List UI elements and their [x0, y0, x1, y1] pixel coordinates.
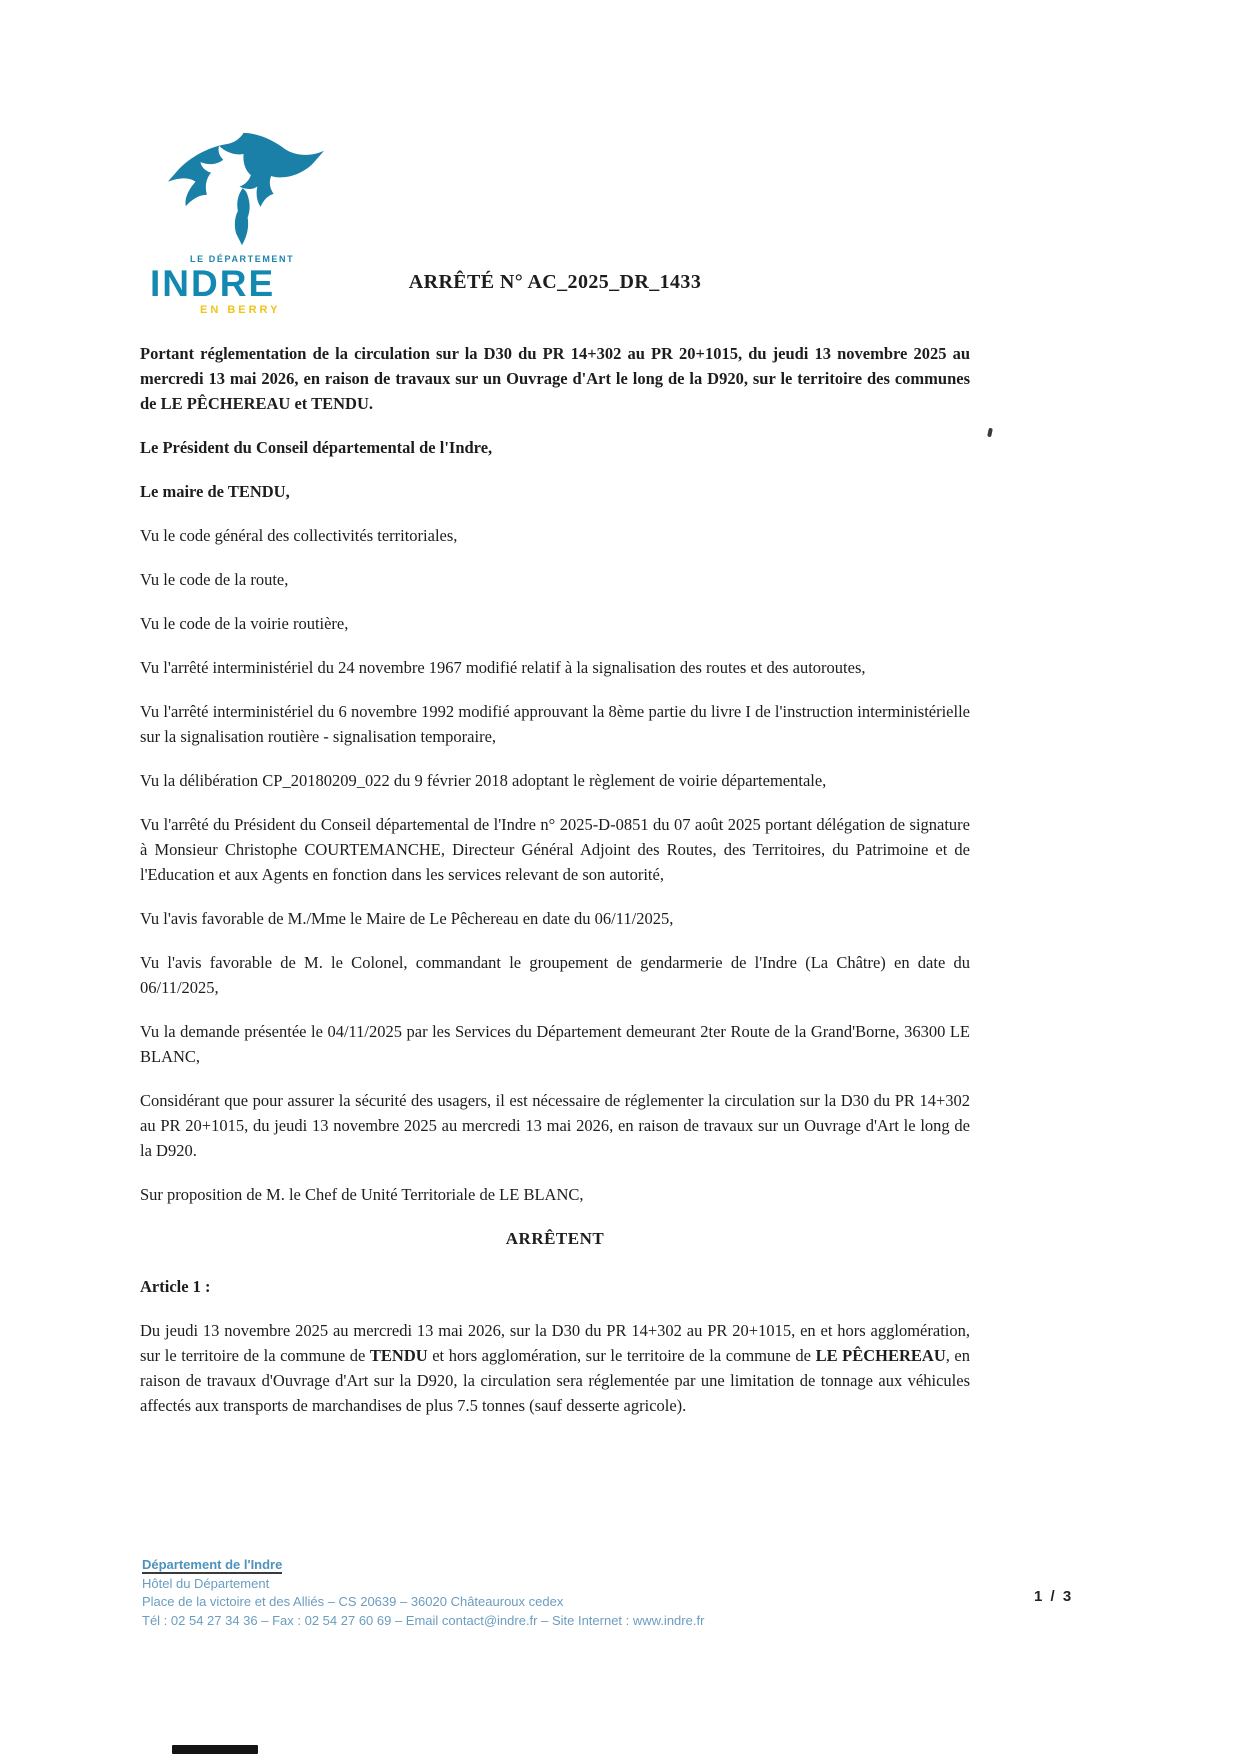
considerant-paragraph: Considérant que pour assurer la sécurité des usagers, il est nécessaire de réglementer la circulation sur la D30 du PR 14+302 au PR 20+1015, du jeudi 13 novembre 2025 au mercredi 13 mai 2026, en raison de travaux sur un Ouvrage d'Art le long de la D920.: [140, 1091, 970, 1160]
article1-body: [140, 1318, 970, 1418]
article1-segment: , en raison de travaux d'Ouvrage d'Art sur la D920, la circulation sera réglementée par une limitation de tonnage aux véhicules affectés aux transports de marchandises de plus 7.5 tonnes (sauf desserte agricole).: [140, 1346, 970, 1415]
recital-avis-gendarmerie: Vu l'avis favorable de M. le Colonel, commandant le groupement de gendarmerie de l'Indre (La Châtre) en date du 06/11/2025,: [140, 953, 970, 997]
proposition-paragraph: Sur proposition de M. le Chef de Unité Territoriale de LE BLANC,: [140, 1185, 584, 1204]
preamble-paragraph: Portant réglementation de la circulation sur la D30 du PR 14+302 au PR 20+1015, du jeudi 13 novembre 2025 au mercredi 13 mai 2026, en raison de travaux sur un Ouvrage d'Art le long de la D920, sur le territoire des communes de LE PÊCHEREAU et TENDU.: [140, 344, 970, 413]
article1-commune-pechereau: LE PÊCHEREAU: [815, 1346, 946, 1365]
authority-maire: Le maire de TENDU,: [140, 482, 290, 501]
decision-heading: ARRÊTENT: [505, 1229, 605, 1248]
page-number: 1 / 3: [1034, 1588, 1074, 1605]
document-body: [140, 270, 970, 1437]
article1-segment: et hors agglomération, sur le territoire de la commune de: [427, 1346, 816, 1365]
logo-le-departement-label: LE DÉPARTEMENT: [190, 254, 295, 264]
article1-segment: Du jeudi 13 novembre 2025 au mercredi 13 mai 2026, sur la D30 du PR 14+302 au PR 20+1015, en et hors agglomération, sur le territoire de la commune de: [140, 1321, 970, 1365]
footer-address-line: Place de la victoire et des Alliés – CS 20639 – 36020 Châteauroux cedex: [142, 1594, 564, 1609]
authority-president: Le Président du Conseil départemental de l'Indre,: [140, 438, 493, 457]
article1-heading: Article 1 :: [140, 1277, 211, 1296]
recital-demande-services: Vu la demande présentée le 04/11/2025 par les Services du Département demeurant 2ter Route de la Grand'Borne, 36300 LE BLANC,: [140, 1022, 970, 1066]
footer-hotel-line: Hôtel du Département: [142, 1575, 270, 1591]
document-title: ARRÊTÉ N° AC_2025_DR_1433: [408, 271, 702, 293]
recital-code-voirie: Vu le code de la voirie routière,: [140, 614, 349, 633]
logo-en-berry-label: EN BERRY: [200, 304, 281, 316]
footer-contact-block: [142, 1556, 842, 1630]
logo-indre-label: INDRE: [150, 263, 276, 304]
bird-logo-icon: [162, 128, 330, 250]
recital-delegation-signature: Vu l'arrêté du Président du Conseil départemental de l'Indre n° 2025-D-0851 du 07 août 2025 portant délégation de signature à Monsieur Christophe COURTEMANCHE, Directeur Général Adjoint des Routes, des Territoires, du Patrimoine et de l'Education et aux Agents en fonction dans les services relevant de son autorité,: [140, 815, 970, 884]
recital-arrete-1992: Vu l'arrêté interministériel du 6 novembre 1992 modifié approuvant la 8ème partie du livre I de l'instruction interministérielle sur la signalisation routière - signalisation temporaire,: [140, 702, 970, 746]
scan-artifact-speck: [987, 428, 993, 438]
recital-arrete-1967: Vu l'arrêté interministériel du 24 novembre 1967 modifié relatif à la signalisation des routes et des autoroutes,: [140, 658, 866, 677]
article1-commune-tendu: TENDU: [369, 1346, 428, 1365]
footer-organisation: Département de l'Indre: [142, 1557, 283, 1572]
recital-code-route: Vu le code de la route,: [140, 570, 289, 589]
recital-deliberation-2018: Vu la délibération CP_20180209_022 du 9 février 2018 adoptant le règlement de voirie départementale,: [140, 771, 827, 790]
recital-avis-maire-pechereau: Vu l'avis favorable de M./Mme le Maire de Le Pêchereau en date du 06/11/2025,: [140, 909, 674, 928]
recital-code-collectivites: Vu le code général des collectivités territoriales,: [140, 526, 458, 545]
scan-artifact-edge: [172, 1745, 258, 1754]
footer-contact-line: Tél : 02 54 27 34 36 – Fax : 02 54 27 60 69 – Email contact@indre.fr – Site Internet : www.indre.fr: [142, 1612, 705, 1628]
